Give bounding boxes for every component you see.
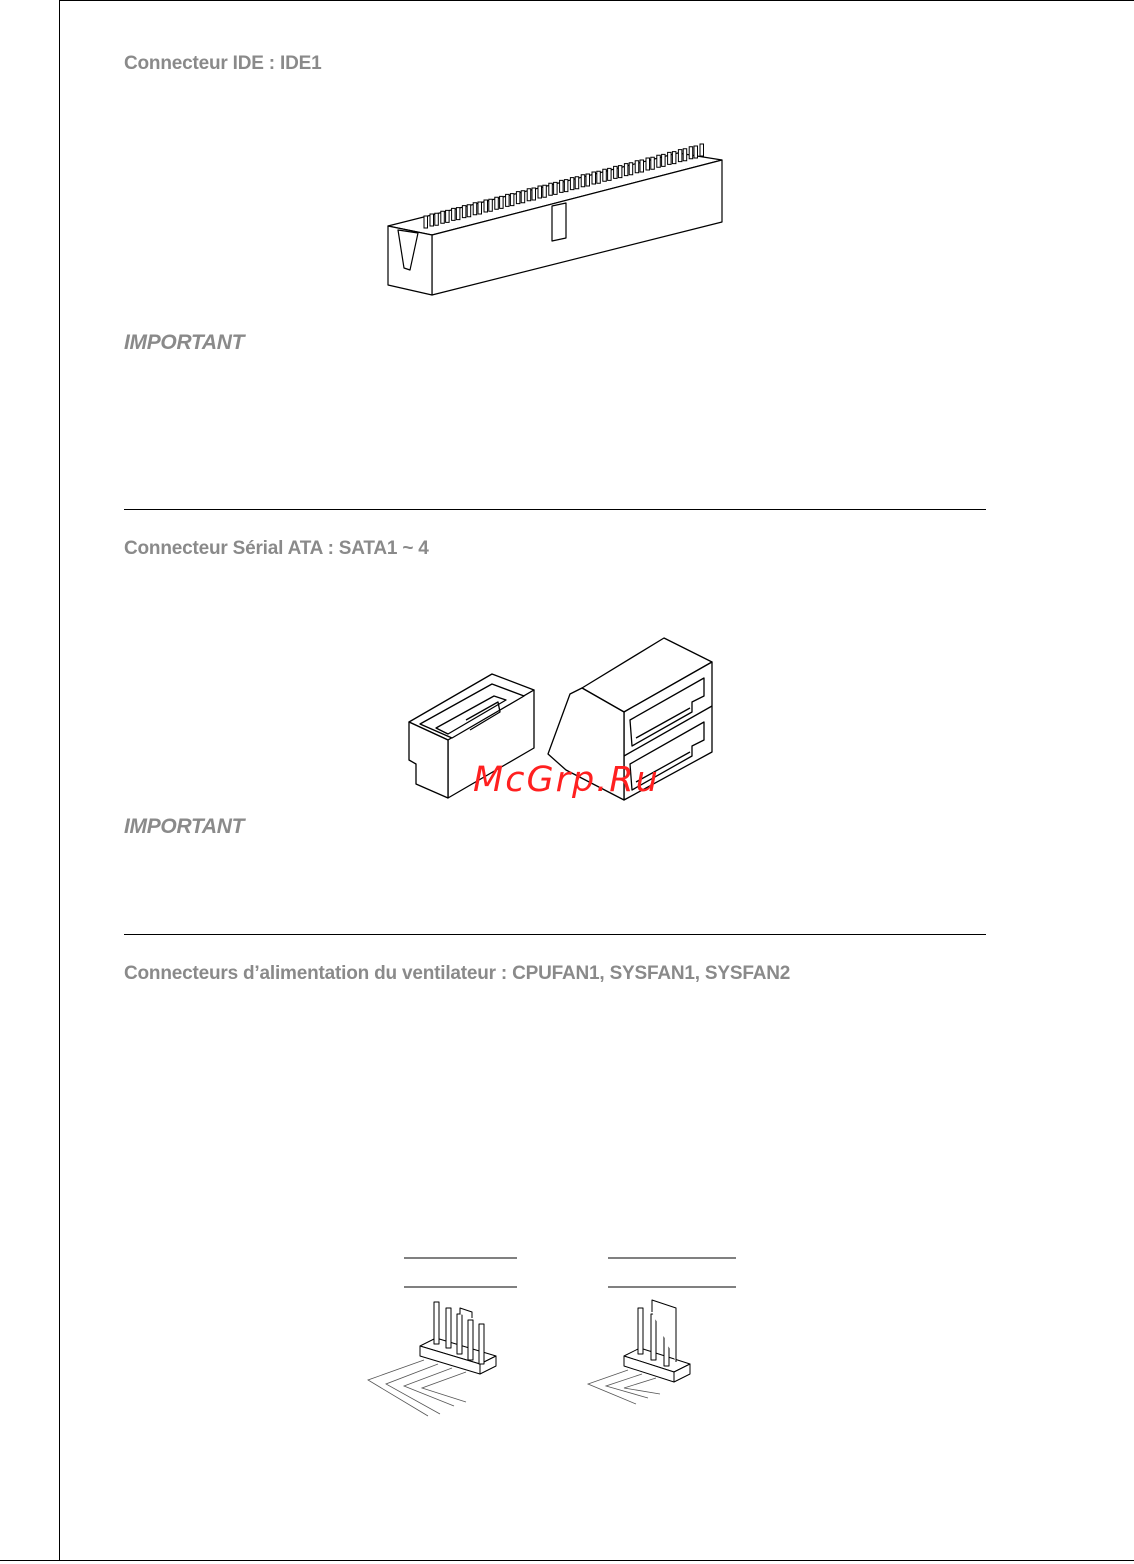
ide-pin [452, 208, 456, 220]
ide-pin [441, 211, 445, 223]
ide-pin [629, 163, 633, 175]
ide-pin [624, 164, 628, 176]
ide-pin [510, 194, 514, 206]
ide-pin [554, 182, 558, 194]
ide-pin [683, 149, 687, 161]
ide-pin [495, 197, 499, 209]
ide-pin [435, 213, 439, 225]
ide-pin [618, 166, 622, 178]
ide-pin [586, 174, 590, 186]
ide-pin [662, 154, 666, 166]
ide-pin [689, 147, 693, 159]
ide-pin [543, 185, 547, 197]
ide-pin [646, 158, 650, 170]
ide-pin [467, 205, 471, 217]
fan-section-heading: Connecteurs d’alimentation du ventilateur : CPUFAN1, SYSFAN1, SYSFAN2 [124, 963, 791, 984]
ide-pin [581, 175, 585, 187]
ide-pin [635, 161, 639, 173]
ide-section-heading: Connecteur IDE : IDE1 [124, 53, 322, 74]
ide-pin [560, 180, 564, 192]
ide-pin [570, 178, 574, 190]
ide-pin [527, 189, 531, 201]
ide-pin [489, 199, 493, 211]
ide-pin [430, 214, 434, 226]
ide-pin [597, 171, 601, 183]
ide-pin [516, 192, 520, 204]
ide-pin [651, 157, 655, 169]
watermark: McGrp.Ru [473, 760, 660, 800]
ide-pin [640, 160, 644, 172]
ide-pin [694, 146, 698, 158]
ide-pin [564, 180, 568, 192]
sata-important-label: IMPORTANT [124, 815, 245, 838]
ide-connector-illustration [385, 152, 725, 298]
ide-pin [538, 186, 542, 198]
page-border-bottom [0, 1560, 1134, 1561]
ide-pin [532, 188, 536, 200]
ide-pin [521, 191, 525, 203]
section-divider [124, 934, 986, 935]
ide-pin [549, 183, 553, 195]
page-border-left [59, 0, 60, 1560]
page-border-top [59, 0, 1134, 1]
ide-pin [456, 208, 460, 220]
ide-pin [424, 216, 428, 228]
ide-pin [462, 206, 466, 218]
sata-section-heading: Connecteur Sérial ATA : SATA1 ~ 4 [124, 538, 429, 559]
ide-pin [592, 172, 596, 184]
ide-pin [478, 202, 482, 214]
ide-pin [678, 150, 682, 162]
ide-pin [506, 194, 510, 206]
ide-pin [668, 152, 672, 164]
ide-pin [500, 196, 504, 208]
ide-pin [484, 200, 488, 212]
ide-pin [614, 166, 618, 178]
ide-important-label: IMPORTANT [124, 331, 245, 354]
ide-pin [657, 155, 661, 167]
section-divider [124, 509, 986, 510]
ide-pin [700, 144, 704, 156]
ide-pin [672, 152, 676, 164]
ide-pin [608, 168, 612, 180]
ide-pin [575, 177, 579, 189]
ide-pin [603, 169, 607, 181]
ide-pin [446, 210, 450, 222]
ide-pin [473, 203, 477, 215]
fan-connector-illustration [366, 1254, 740, 1420]
